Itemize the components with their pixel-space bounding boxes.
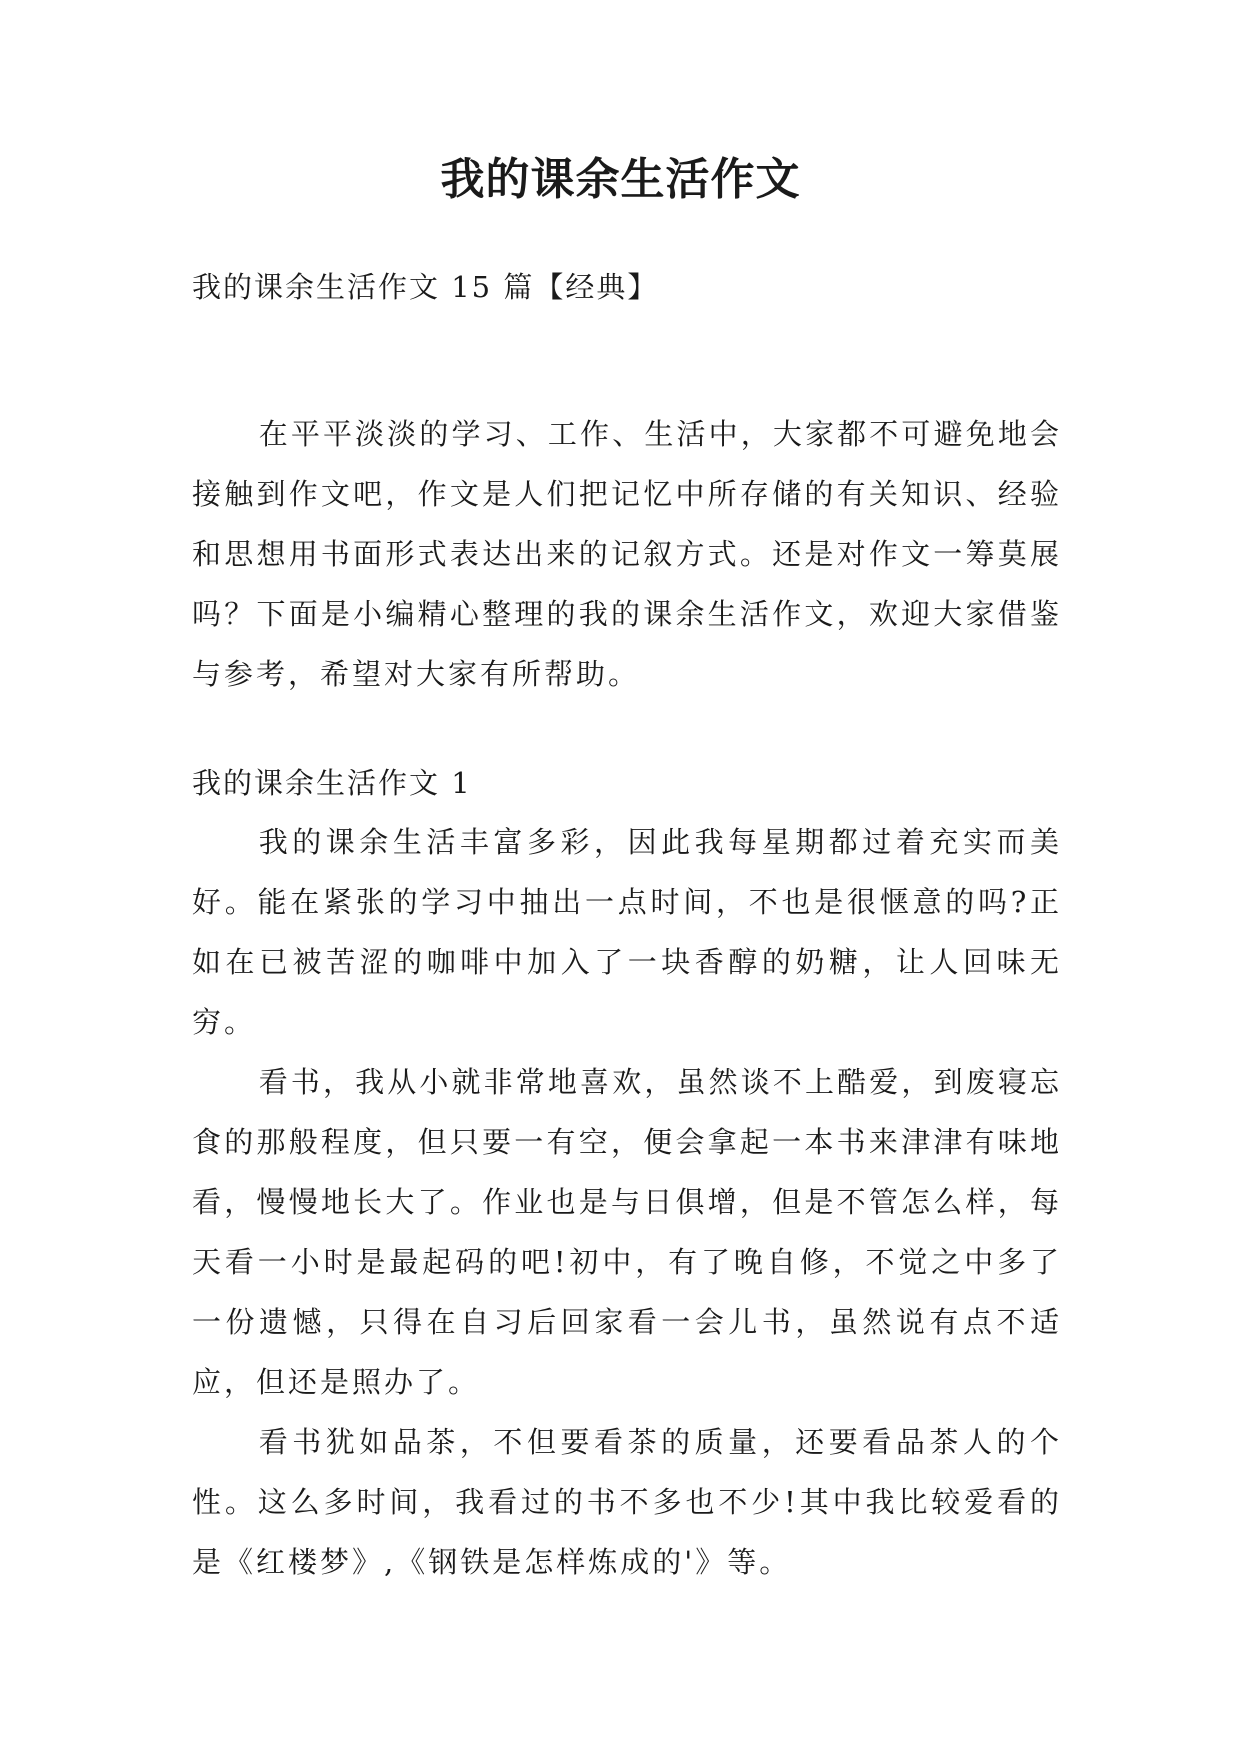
- section-paragraph-1: 我的课余生活丰富多彩，因此我每星期都过着充实而美好。能在紧张的学习中抽出一点时间，不也是很惬意的吗?正如在已被苦涩的咖啡中加入了一块香醇的奶糖，让人回味无穷。: [192, 825, 1062, 1039]
- essay-section-1: [192, 758, 1062, 1592]
- section-paragraph-3: 看书犹如品茶，不但要看茶的质量，还要看品茶人的个性。这么多时间，我看过的书不多也不少!其中我比较爱看的是《红楼梦》,《钢铁是怎样炼成的'》等。: [192, 1425, 1062, 1579]
- page-title: 我的课余生活作文: [440, 154, 801, 205]
- section-heading: 我的课余生活作文 1: [192, 766, 472, 800]
- document-subtitle: 我的课余生活作文 15 篇【经典】: [192, 270, 659, 304]
- intro-paragraph: 在平平淡淡的学习、工作、生活中，大家都不可避免地会接触到作文吧，作文是人们把记忆中所存储的有关知识、经验和思想用书面形式表达出来的记叙方式。还是对作文一筹莫展吗？下面是小编精心整理的我的课余生活作文，欢迎大家借鉴与参考，希望对大家有所帮助。: [192, 417, 1062, 691]
- intro-block: [192, 404, 1062, 704]
- section-paragraph-2: 看书，我从小就非常地喜欢，虽然谈不上酷爱，到废寝忘食的那般程度，但只要一有空，便会拿起一本书来津津有味地看，慢慢地长大了。作业也是与日俱增，但是不管怎么样，每天看一小时是最起码的吧!初中，有了晚自修，不觉之中多了一份遗憾，只得在自习后回家看一会儿书，虽然说有点不适应，但还是照办了。: [192, 1065, 1062, 1399]
